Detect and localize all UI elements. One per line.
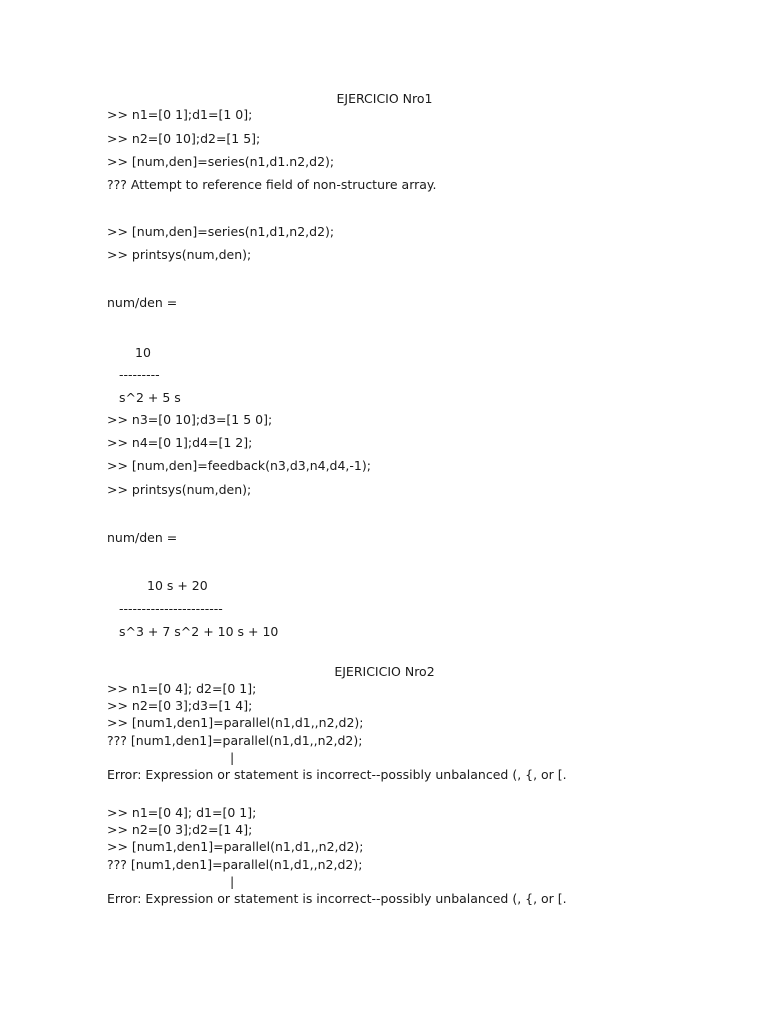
error-caret: | [230,750,235,765]
error-echo-line: ??? [num1,den1]=parallel(n1,d1,,n2,d2); [107,733,363,748]
command-line: >> printsys(num,den); [107,482,252,497]
command-line: >> [num,den]=series(n1,d1,n2,d2); [107,224,335,239]
command-line: >> [num,den]=feedback(n3,d3,n4,d4,-1); [107,458,371,473]
command-line: >> n3=[0 10];d3=[1 5 0]; [107,412,273,427]
command-line: >> n2=[0 10];d2=[1 5]; [107,131,261,146]
fraction-bar: --------- [119,367,160,382]
transfer-denominator: s^2 + 5 s [119,390,181,405]
command-line: >> n2=[0 3];d2=[1 4]; [107,822,253,837]
document-page [107,0,727,1024]
transfer-denominator: s^3 + 7 s^2 + 10 s + 10 [119,624,279,639]
error-line: ??? Attempt to reference field of non-structure array. [107,177,437,192]
exercise-1-title: EJERCICIO Nro1 [336,91,433,106]
command-line: >> [num1,den1]=parallel(n1,d1,,n2,d2); [107,839,364,854]
command-line: >> n1=[0 1];d1=[1 0]; [107,107,253,122]
output-label: num/den = [107,295,178,310]
command-line: >> [num,den]=series(n1,d1.n2,d2); [107,154,335,169]
fraction-bar: ----------------------- [119,601,223,616]
command-line: >> [num1,den1]=parallel(n1,d1,,n2,d2); [107,715,364,730]
error-line: Error: Expression or statement is incorrect--possibly unbalanced (, {, or [. [107,891,567,906]
command-line: >> n4=[0 1];d4=[1 2]; [107,435,253,450]
exercise-2-title: EJERICICIO Nro2 [334,664,435,679]
command-line: >> n1=[0 4]; d2=[0 1]; [107,681,257,696]
output-label: num/den = [107,530,178,545]
command-line: >> n2=[0 3];d3=[1 4]; [107,698,253,713]
transfer-numerator: 10 [135,345,151,360]
error-line: Error: Expression or statement is incorrect--possibly unbalanced (, {, or [. [107,767,567,782]
transfer-numerator: 10 s + 20 [147,578,208,593]
error-caret: | [230,874,235,889]
error-echo-line: ??? [num1,den1]=parallel(n1,d1,,n2,d2); [107,857,363,872]
command-line: >> n1=[0 4]; d1=[0 1]; [107,805,257,820]
command-line: >> printsys(num,den); [107,247,252,262]
